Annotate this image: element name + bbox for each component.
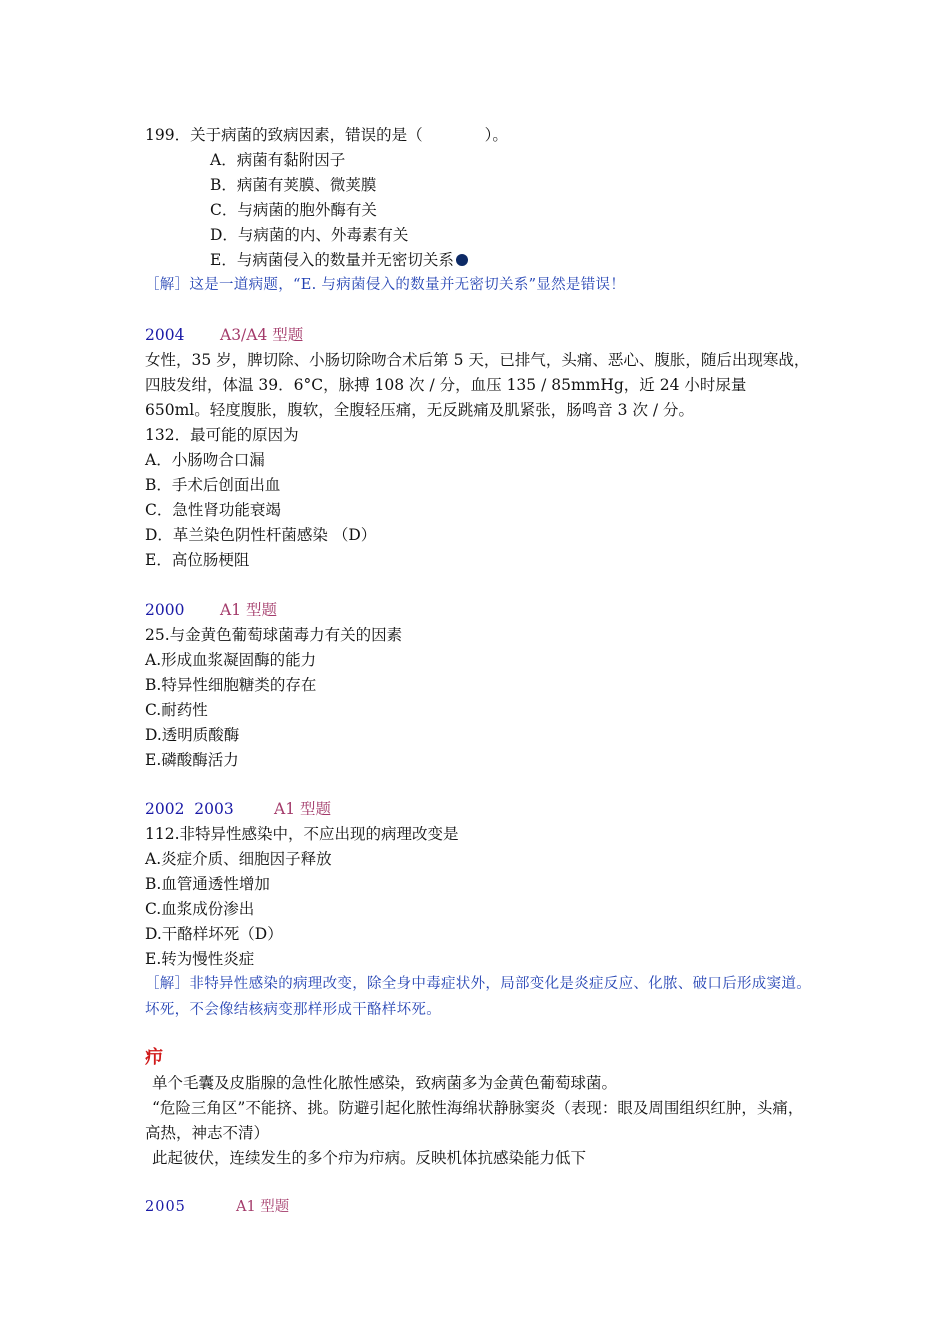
q112-stem: 112.非特异性感染中，不应出现的病理改变是 <box>145 825 459 843</box>
q25-option-a: A.形成血浆凝固酶的能力 <box>145 651 317 669</box>
q132-option-c: C．急性肾功能衰竭 <box>145 501 281 519</box>
q132-option-b: B．手术后创面出血 <box>145 476 281 494</box>
q25-option-e: E.磷酸酶活力 <box>145 751 239 769</box>
section-2002-header <box>145 797 331 822</box>
q112-explanation: ［解］非特异性感染的病理改变，除全身中毒症状外，局部变化是炎症反应、化脓、破口后形成窦道。坏死，不会像结核病变那样形成干酪样坏死。 <box>145 976 811 1018</box>
q199-option-d: D．与病菌的内、外毒素有关 <box>210 226 409 244</box>
q25-stem: 25.与金黄色葡萄球菌毒力有关的因素 <box>145 626 403 644</box>
q25-option-d: D.透明质酸酶 <box>145 726 240 744</box>
q132-option-d: D．革兰染色阴性杆菌感染 （D） <box>145 526 377 544</box>
boil-danger-triangle: “危险三角区”不能挤、挑。防避引起化脓性海绵状静脉窦炎（表现：眼及周围组织红肿，头痛，高热，神志不清） <box>145 1099 804 1142</box>
q25-option-b: B.特异性细胞糖类的存在 <box>145 676 317 694</box>
section-year: 2000 <box>145 601 185 619</box>
q199-option-a: A．病菌有黏附因子 <box>210 151 346 169</box>
section-year: 2005 <box>145 1199 186 1215</box>
q199-option-c: C．与病菌的胞外酶有关 <box>210 201 377 219</box>
q199-explanation: ［解］这是一道病题，“E. 与病菌侵入的数量并无密切关系”显然是错误！ <box>145 277 626 293</box>
answer-bullet-icon <box>456 254 468 266</box>
section-question-type: A1 型题 <box>220 601 277 619</box>
q112-option-e: E.转为慢性炎症 <box>145 950 255 968</box>
section-2004-header <box>145 323 303 348</box>
q112-option-d: D.干酪样坏死（D） <box>145 925 283 943</box>
q132-option-a: A．小肠吻合口漏 <box>145 451 265 469</box>
section-question-type: A3/A4 型题 <box>220 326 304 344</box>
q25-option-c: C.耐药性 <box>145 701 208 719</box>
q132-option-e: E．高位肠梗阻 <box>145 551 250 569</box>
q199-option-e-row <box>210 248 468 273</box>
section-question-type: A1 型题 <box>274 800 331 818</box>
section-year: 2002 2003 <box>145 800 234 818</box>
section-title: 疖 <box>145 1047 163 1068</box>
q199-stem: 199．关于病菌的致病因素，错误的是（ ）。 <box>145 126 508 144</box>
q132-stem: 132．最可能的原因为 <box>145 426 299 444</box>
boil-definition: 单个毛囊及皮脂腺的急性化脓性感染，致病菌多为金黄色葡萄球菌。 <box>152 1074 618 1092</box>
boil-furunculosis: 此起彼伏，连续发生的多个疖为疖病。反映机体抗感染能力低下 <box>152 1149 587 1167</box>
q112-option-c: C.血浆成份渗出 <box>145 900 255 918</box>
section-2000-header <box>145 598 277 623</box>
q112-option-b: B.血管通透性增加 <box>145 875 270 893</box>
q112-option-a: A.炎症介质、细胞因子释放 <box>145 850 332 868</box>
section-question-type: A1 型题 <box>236 1199 290 1215</box>
q199-option-b: B．病菌有荚膜、微荚膜 <box>210 176 377 194</box>
section-year: 2004 <box>145 326 185 344</box>
section-2005-header <box>145 1195 289 1220</box>
q199-option-e: E．与病菌侵入的数量并无密切关系 <box>210 251 454 269</box>
case-description: 女性，35 岁，脾切除、小肠切除吻合术后第 5 天，已排气，头痛、恶心、腹胀，随后出现寒战，四肢发绀，体温 39．6°C，脉搏 108 次 / 分，血压 135 / 85mmHg，近 24 小时尿量 650ml。轻度腹胀，腹软，全腹轻压痛，无反跳痛及肌紧张，肠鸣音 3 次 / 分。 <box>145 351 810 419</box>
